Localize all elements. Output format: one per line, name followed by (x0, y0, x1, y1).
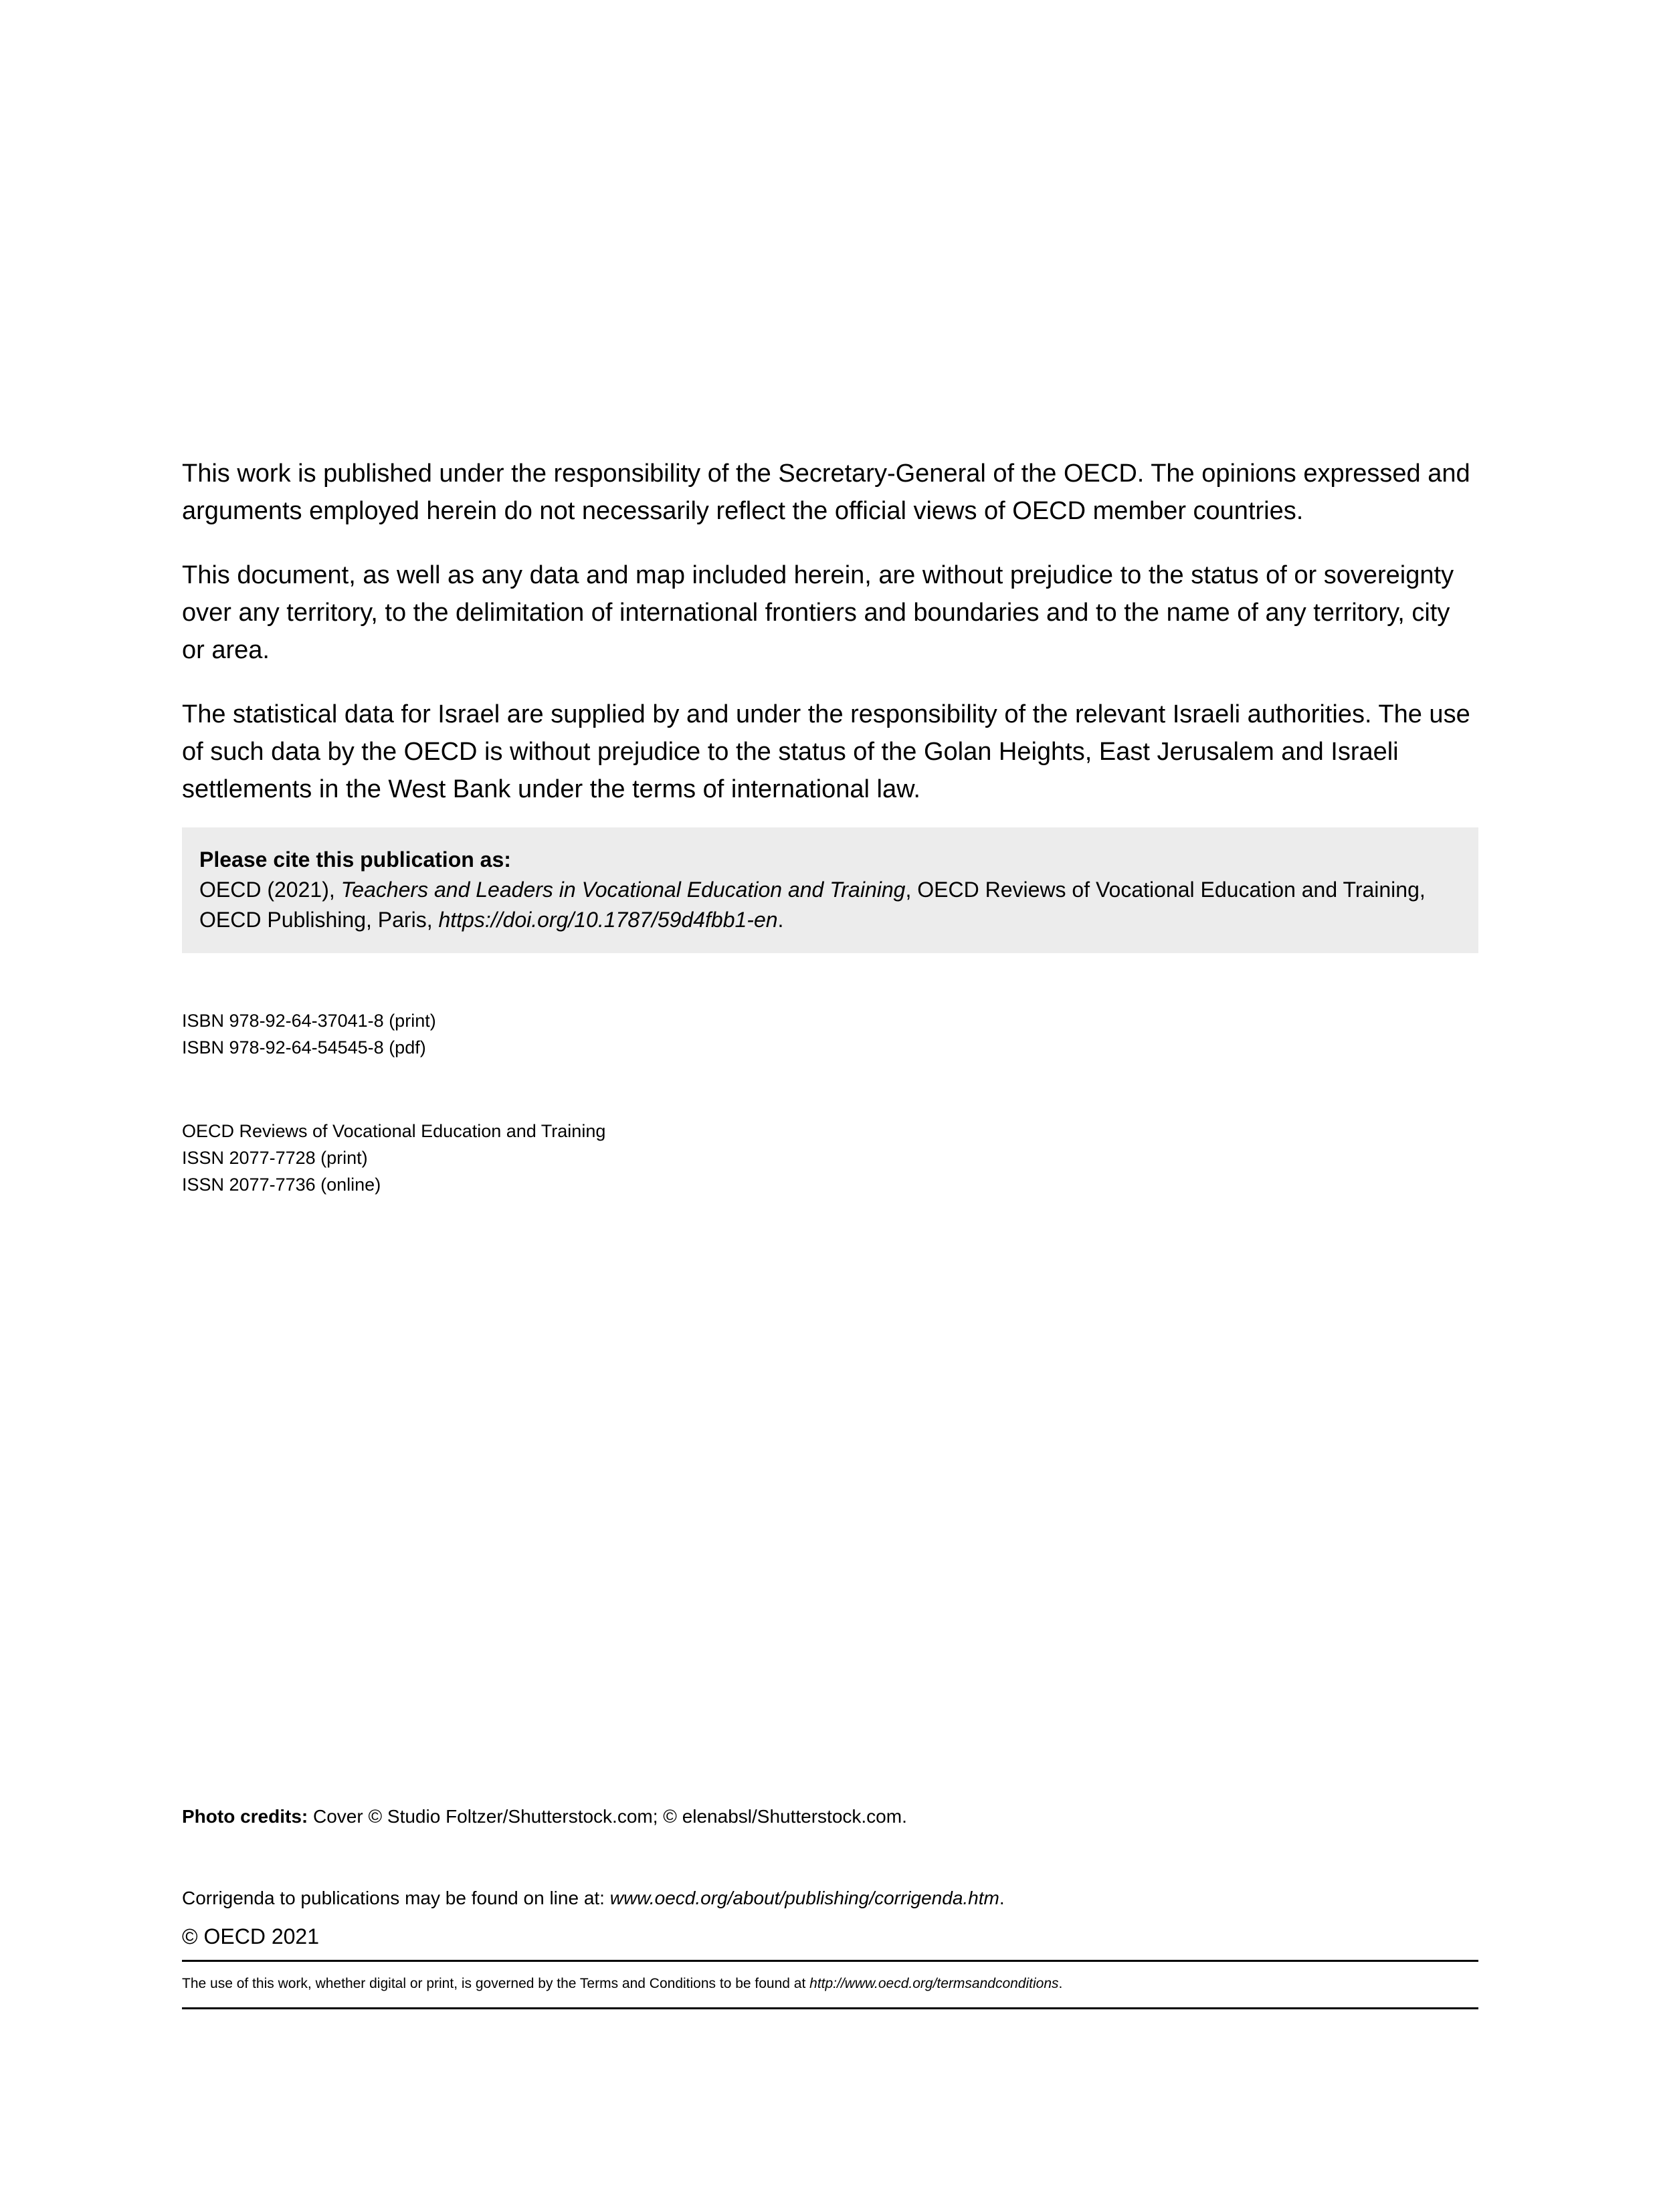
terms-text: The use of this work, whether digital or print, is governed by the Terms and Conditions to be found at (182, 1976, 810, 1991)
issn-online: ISSN 2077-7736 (online) (182, 1175, 381, 1195)
copyright-notice: © OECD 2021 (182, 1924, 319, 1948)
disclaimer-section (182, 455, 1478, 835)
photo-credits-label: Photo credits: (182, 1806, 308, 1827)
terms-suffix: . (1058, 1976, 1063, 1991)
disclaimer-paragraph-israel: The statistical data for Israel are supplied by and under the responsibility of the relevant Israeli authorities. The use of such data by the OECD is without prejudice to the status of the Golan Heights, East Jerusalem and Israeli settlements in the West Bank under the terms of international law. (182, 700, 1470, 803)
divider-bottom (182, 2007, 1478, 2009)
terms-note (182, 1973, 1062, 1995)
corrigenda-suffix: . (999, 1888, 1005, 1908)
series-name: OECD Reviews of Vocational Education and Training (182, 1121, 606, 1141)
citation-middle: , OECD Reviews of Vocational Education and Training, OECD Publishing, Paris, (199, 878, 1426, 932)
series-block (182, 1118, 605, 1198)
photo-credits-text: Cover © Studio Foltzer/Shutterstock.com; © elenabsl/Shutterstock.com. (308, 1806, 907, 1827)
divider-top (182, 1960, 1478, 1962)
disclaimer-paragraph-territory: This document, as well as any data and map included herein, are without prejudice to the status of or sovereignty over any territory, to the delimitation of international frontiers and boundaries and to the name of any territory, city or area. (182, 561, 1454, 664)
citation-suffix: . (777, 908, 784, 932)
citation-text (199, 875, 1461, 935)
isbn-pdf: ISBN 978-92-64-54545-8 (pdf) (182, 1037, 426, 1058)
disclaimer-paragraph-responsibility: This work is published under the responsibility of the Secretary-General of the OECD. The opinions expressed and arguments employed herein do not necessarily reflect the official views of OECD member countries. (182, 460, 1470, 525)
citation-prefix: OECD (2021), (199, 878, 341, 902)
terms-link[interactable]: http://www.oecd.org/termsandconditions (809, 1976, 1059, 1991)
citation-title: Teachers and Leaders in Vocational Education and Training (340, 878, 906, 902)
corrigenda-text: Corrigenda to publications may be found on line at: (182, 1888, 610, 1908)
isbn-block (182, 1007, 436, 1061)
citation-heading: Please cite this publication as: (199, 847, 511, 872)
isbn-print: ISBN 978-92-64-37041-8 (print) (182, 1011, 436, 1031)
citation-box (182, 827, 1478, 953)
issn-print: ISSN 2077-7728 (print) (182, 1148, 368, 1168)
photo-credits (182, 1803, 907, 1830)
citation-doi-link[interactable]: https://doi.org/10.1787/59d4fbb1-en (438, 908, 778, 932)
corrigenda-link[interactable]: www.oecd.org/about/publishing/corrigenda.htm (609, 1888, 999, 1908)
corrigenda-note (182, 1885, 1005, 1912)
